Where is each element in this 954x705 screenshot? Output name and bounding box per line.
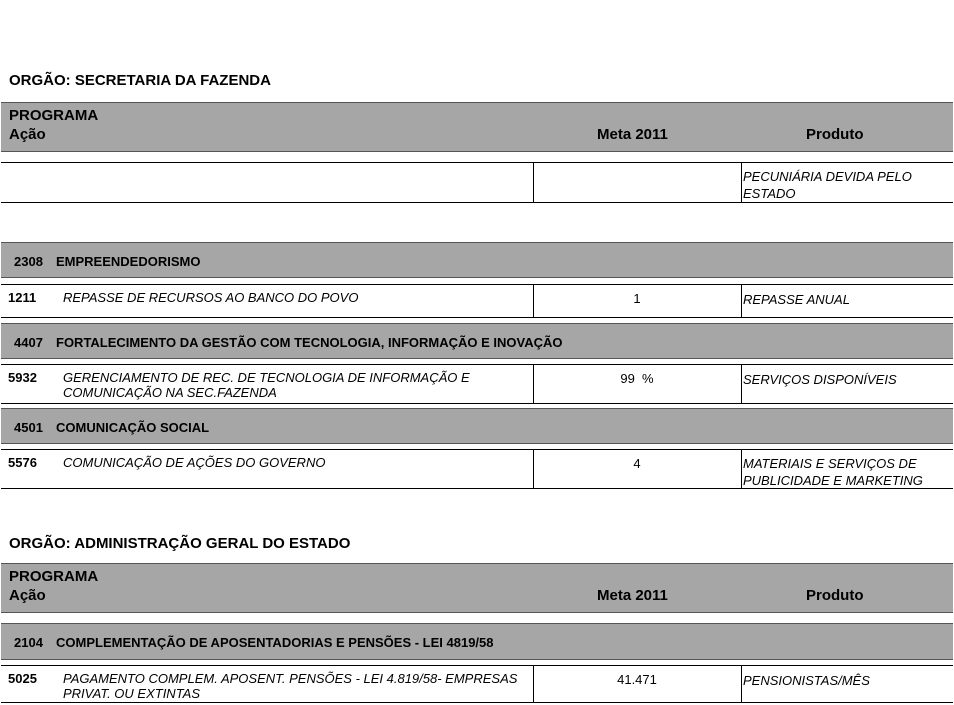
header-produto: Produto xyxy=(806,587,864,604)
program-code: 4501 xyxy=(14,420,43,435)
cell-acao xyxy=(1,163,534,202)
program-code: 2104 xyxy=(14,635,43,650)
program-name: FORTALECIMENTO DA GESTÃO COM TECNOLOGIA, INFORMAÇÃO E INOVAÇÃO xyxy=(56,335,563,350)
meta-value: 4 xyxy=(633,456,641,471)
cell-produto: REPASSE ANUAL xyxy=(743,292,850,307)
orgao-title: ORGÃO: SECRETARIA DA FAZENDA xyxy=(9,72,271,89)
cell-meta xyxy=(533,285,742,317)
table-row xyxy=(1,449,953,489)
cell-acao xyxy=(1,450,534,488)
program-code: 4407 xyxy=(14,335,43,350)
header-programa: PROGRAMA xyxy=(9,107,99,124)
cell-meta xyxy=(533,163,742,202)
cell-produto: MATERIAIS E SERVIÇOS DE PUBLICIDADE E MARKETING xyxy=(743,456,923,488)
acao-desc: PAGAMENTO COMPLEM. APOSENT. PENSÕES - LEI 4.819/58- EMPRESAS PRIVAT. OU EXTINTAS xyxy=(63,671,518,701)
header-acao: Ação xyxy=(9,126,46,143)
table-row xyxy=(1,162,953,203)
acao-code: 1211 xyxy=(8,290,37,305)
header-acao: Ação xyxy=(9,587,46,604)
program-row xyxy=(1,408,953,444)
acao-code: 5576 xyxy=(8,455,37,470)
acao-code: 5932 xyxy=(8,370,37,385)
cell-meta xyxy=(533,666,742,702)
cell-acao xyxy=(1,666,534,702)
cell-acao xyxy=(1,285,534,317)
meta-value: 1 xyxy=(633,291,641,306)
table-row xyxy=(1,284,953,318)
table-row xyxy=(1,364,953,404)
header-meta: Meta 2011 xyxy=(597,587,668,604)
meta-value: 41.471 xyxy=(617,672,657,687)
program-code: 2308 xyxy=(14,254,43,269)
program-name: EMPREENDEDORISMO xyxy=(56,254,201,269)
header-meta: Meta 2011 xyxy=(597,126,668,143)
acao-code: 5025 xyxy=(8,671,37,686)
acao-desc: REPASSE DE RECURSOS AO BANCO DO POVO xyxy=(63,290,359,305)
table-row xyxy=(1,665,953,703)
cell-acao xyxy=(1,365,534,403)
cell-produto: SERVIÇOS DISPONÍVEIS xyxy=(743,372,897,387)
acao-desc: GERENCIAMENTO DE REC. DE TECNOLOGIA DE INFORMAÇÃO E COMUNICAÇÃO NA SEC.FAZENDA xyxy=(63,370,470,400)
program-name: COMUNICAÇÃO SOCIAL xyxy=(56,420,210,435)
meta-value: 99 % xyxy=(620,371,654,386)
cell-produto: PECUNIÁRIA DEVIDA PELO ESTADO xyxy=(743,169,912,201)
cell-meta xyxy=(533,450,742,488)
cell-produto: PENSIONISTAS/MÊS xyxy=(743,673,870,688)
program-row xyxy=(1,323,953,359)
acao-desc: COMUNICAÇÃO DE AÇÕES DO GOVERNO xyxy=(63,455,326,470)
header-programa: PROGRAMA xyxy=(9,568,99,585)
program-name: COMPLEMENTAÇÃO DE APOSENTADORIAS E PENSÕES - LEI 4819/58 xyxy=(56,635,494,650)
orgao-title: ORGÃO: ADMINISTRAÇÃO GERAL DO ESTADO xyxy=(9,535,351,552)
header-produto: Produto xyxy=(806,126,864,143)
program-row xyxy=(1,242,953,278)
program-row xyxy=(1,623,953,660)
table-header xyxy=(1,102,953,152)
cell-meta xyxy=(533,365,742,403)
table-header xyxy=(1,563,953,613)
